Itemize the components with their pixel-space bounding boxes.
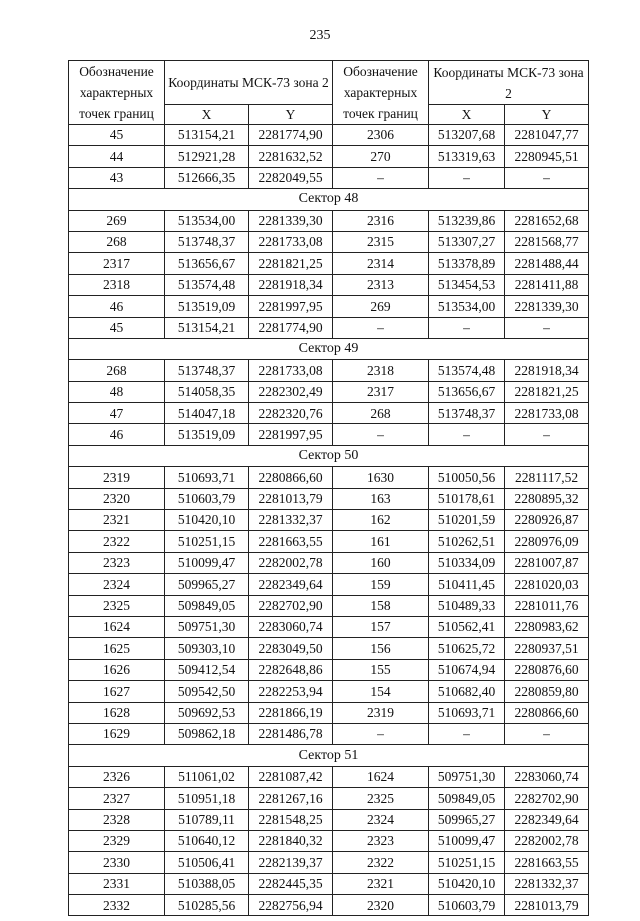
table-body — [69, 125, 589, 916]
point-id-left-cell: 1628 — [69, 702, 165, 723]
x-left-cell: 513154,21 — [165, 125, 249, 146]
y-left-cell: 2282648,86 — [249, 659, 333, 680]
point-id-right-cell: 2315 — [333, 231, 429, 252]
x-left-cell: 510251,15 — [165, 531, 249, 552]
y-right-cell: 2281918,34 — [505, 360, 589, 381]
table-row — [69, 210, 589, 231]
x-right-cell: 509751,30 — [429, 766, 505, 787]
x-left-cell: 513748,37 — [165, 231, 249, 252]
y-left-cell: 2281332,37 — [249, 510, 333, 531]
point-id-right-cell: 157 — [333, 616, 429, 637]
point-id-right-cell: 2316 — [333, 210, 429, 231]
x-right-cell: 513534,00 — [429, 296, 505, 317]
point-id-left-cell: 2332 — [69, 895, 165, 916]
point-id-right-cell: 2318 — [333, 360, 429, 381]
point-id-right-cell: 159 — [333, 574, 429, 595]
y-right-cell: 2281020,03 — [505, 574, 589, 595]
x-right-cell: 510562,41 — [429, 616, 505, 637]
table-row — [69, 788, 589, 809]
y-left-cell: 2281663,55 — [249, 531, 333, 552]
point-id-right-cell: 2325 — [333, 788, 429, 809]
y-left-cell: 2281733,08 — [249, 360, 333, 381]
y-left-cell: 2281632,52 — [249, 146, 333, 167]
y-right-cell: 2282002,78 — [505, 830, 589, 851]
sector-label: Сектор 48 — [69, 189, 589, 210]
coords-group-header-right: Координаты МСК-73 зона 2 — [429, 61, 589, 105]
x-left-cell: 510603,79 — [165, 488, 249, 509]
x-right-cell: 513239,86 — [429, 210, 505, 231]
point-id-left-cell: 45 — [69, 317, 165, 338]
table-row — [69, 616, 589, 637]
point-id-left-cell: 269 — [69, 210, 165, 231]
table-row — [69, 681, 589, 702]
point-id-right-cell: – — [333, 723, 429, 744]
y-right-cell: 2282349,64 — [505, 809, 589, 830]
x-left-cell: 510951,18 — [165, 788, 249, 809]
point-id-left-cell: 44 — [69, 146, 165, 167]
table-row — [69, 531, 589, 552]
table-row — [69, 403, 589, 424]
point-id-left-cell: 1625 — [69, 638, 165, 659]
y-left-cell: 2281918,34 — [249, 274, 333, 295]
x-left-cell: 512666,35 — [165, 167, 249, 188]
y-right-cell: – — [505, 167, 589, 188]
y-header-left: Y — [249, 105, 333, 125]
point-id-right-cell: 2313 — [333, 274, 429, 295]
y-left-cell: 2281997,95 — [249, 296, 333, 317]
y-right-cell: 2280937,51 — [505, 638, 589, 659]
y-right-cell: – — [505, 317, 589, 338]
point-id-right-cell: – — [333, 167, 429, 188]
y-right-cell: 2281411,88 — [505, 274, 589, 295]
y-right-cell: 2280926,87 — [505, 510, 589, 531]
y-left-cell: 2281486,78 — [249, 723, 333, 744]
x-right-cell: 510625,72 — [429, 638, 505, 659]
sector-row — [69, 745, 589, 766]
x-right-cell: – — [429, 167, 505, 188]
point-label-header-right: Обозначение характерных точек границ — [333, 61, 429, 125]
table-row — [69, 253, 589, 274]
table-row — [69, 873, 589, 894]
point-id-right-cell: 2314 — [333, 253, 429, 274]
x-left-cell: 510640,12 — [165, 830, 249, 851]
x-right-cell: 510099,47 — [429, 830, 505, 851]
point-id-right-cell: 160 — [333, 552, 429, 573]
y-right-cell: 2281488,44 — [505, 253, 589, 274]
point-id-left-cell: 1624 — [69, 616, 165, 637]
point-id-left-cell: 43 — [69, 167, 165, 188]
x-left-cell: 510388,05 — [165, 873, 249, 894]
sector-row — [69, 338, 589, 359]
point-id-left-cell: 46 — [69, 296, 165, 317]
y-left-cell: 2283049,50 — [249, 638, 333, 659]
x-right-cell: 513378,89 — [429, 253, 505, 274]
table-row — [69, 510, 589, 531]
table-row — [69, 360, 589, 381]
table-row — [69, 167, 589, 188]
x-right-cell: 510420,10 — [429, 873, 505, 894]
y-right-cell: 2281663,55 — [505, 852, 589, 873]
table-row — [69, 274, 589, 295]
sector-label: Сектор 51 — [69, 745, 589, 766]
point-id-left-cell: 2325 — [69, 595, 165, 616]
x-left-cell: 513519,09 — [165, 424, 249, 445]
x-right-cell: 510178,61 — [429, 488, 505, 509]
point-id-right-cell: 1624 — [333, 766, 429, 787]
point-id-left-cell: 2318 — [69, 274, 165, 295]
y-left-cell: 2281339,30 — [249, 210, 333, 231]
x-left-cell: 509412,54 — [165, 659, 249, 680]
y-right-cell: 2280876,60 — [505, 659, 589, 680]
point-id-right-cell: 268 — [333, 403, 429, 424]
x-left-cell: 509849,05 — [165, 595, 249, 616]
y-right-cell: 2280895,32 — [505, 488, 589, 509]
x-left-cell: 514047,18 — [165, 403, 249, 424]
point-id-right-cell: – — [333, 424, 429, 445]
x-right-cell: 513656,67 — [429, 381, 505, 402]
x-right-cell: 513454,53 — [429, 274, 505, 295]
y-left-cell: 2282302,49 — [249, 381, 333, 402]
y-right-cell: 2281733,08 — [505, 403, 589, 424]
table-row — [69, 296, 589, 317]
sector-row — [69, 189, 589, 210]
table-row — [69, 638, 589, 659]
y-left-cell: 2282320,76 — [249, 403, 333, 424]
y-right-cell: 2281339,30 — [505, 296, 589, 317]
coords-group-header-left: Координаты МСК-73 зона 2 — [165, 61, 333, 105]
point-id-right-cell: 2320 — [333, 895, 429, 916]
x-left-cell: 514058,35 — [165, 381, 249, 402]
table-row — [69, 574, 589, 595]
point-id-right-cell: 2319 — [333, 702, 429, 723]
y-left-cell: 2281997,95 — [249, 424, 333, 445]
x-right-cell: 513319,63 — [429, 146, 505, 167]
point-id-left-cell: 2326 — [69, 766, 165, 787]
y-left-cell: 2282349,64 — [249, 574, 333, 595]
point-id-right-cell: 270 — [333, 146, 429, 167]
x-left-cell: 513534,00 — [165, 210, 249, 231]
y-left-cell: 2282756,94 — [249, 895, 333, 916]
sector-label: Сектор 50 — [69, 445, 589, 466]
table-row — [69, 766, 589, 787]
y-left-cell: 2281840,32 — [249, 830, 333, 851]
point-id-right-cell: 161 — [333, 531, 429, 552]
y-left-cell: 2283060,74 — [249, 616, 333, 637]
point-id-left-cell: 2330 — [69, 852, 165, 873]
x-right-cell: 513748,37 — [429, 403, 505, 424]
y-left-cell: 2282049,55 — [249, 167, 333, 188]
point-id-right-cell: 2317 — [333, 381, 429, 402]
sector-label: Сектор 49 — [69, 338, 589, 359]
x-right-cell: 510251,15 — [429, 852, 505, 873]
x-header-left: X — [165, 105, 249, 125]
table-row — [69, 809, 589, 830]
x-right-cell: 513307,27 — [429, 231, 505, 252]
table-row — [69, 723, 589, 744]
point-id-left-cell: 47 — [69, 403, 165, 424]
point-id-right-cell: 2323 — [333, 830, 429, 851]
point-id-left-cell: 2327 — [69, 788, 165, 809]
y-left-cell: 2282139,37 — [249, 852, 333, 873]
point-id-left-cell: 1627 — [69, 681, 165, 702]
x-right-cell: 510262,51 — [429, 531, 505, 552]
point-id-left-cell: 2320 — [69, 488, 165, 509]
point-id-left-cell: 2328 — [69, 809, 165, 830]
y-right-cell: 2281013,79 — [505, 895, 589, 916]
table-row — [69, 467, 589, 488]
x-left-cell: 510506,41 — [165, 852, 249, 873]
point-id-left-cell: 2324 — [69, 574, 165, 595]
x-left-cell: 510693,71 — [165, 467, 249, 488]
table-row — [69, 488, 589, 509]
point-id-right-cell: 2322 — [333, 852, 429, 873]
point-id-left-cell: 2319 — [69, 467, 165, 488]
x-right-cell: 510334,09 — [429, 552, 505, 573]
y-right-cell: 2280866,60 — [505, 702, 589, 723]
point-id-right-cell: 158 — [333, 595, 429, 616]
point-id-right-cell: 2306 — [333, 125, 429, 146]
x-right-cell: – — [429, 723, 505, 744]
x-left-cell: 512921,28 — [165, 146, 249, 167]
point-id-left-cell: 2331 — [69, 873, 165, 894]
y-right-cell: 2282702,90 — [505, 788, 589, 809]
y-right-cell: – — [505, 424, 589, 445]
y-left-cell: 2281733,08 — [249, 231, 333, 252]
point-id-right-cell: 162 — [333, 510, 429, 531]
point-id-right-cell: 2324 — [333, 809, 429, 830]
point-id-left-cell: 46 — [69, 424, 165, 445]
y-left-cell: 2282445,35 — [249, 873, 333, 894]
x-left-cell: 513656,67 — [165, 253, 249, 274]
x-left-cell: 509751,30 — [165, 616, 249, 637]
x-right-cell: 510050,56 — [429, 467, 505, 488]
x-left-cell: 509965,27 — [165, 574, 249, 595]
x-right-cell: 510411,45 — [429, 574, 505, 595]
x-left-cell: 510099,47 — [165, 552, 249, 573]
point-id-left-cell: 2329 — [69, 830, 165, 851]
point-id-left-cell: 2317 — [69, 253, 165, 274]
y-left-cell: 2280866,60 — [249, 467, 333, 488]
y-right-cell: 2281332,37 — [505, 873, 589, 894]
table-row — [69, 381, 589, 402]
point-id-right-cell: 156 — [333, 638, 429, 659]
y-right-cell: 2281047,77 — [505, 125, 589, 146]
y-right-cell: 2281568,77 — [505, 231, 589, 252]
point-id-left-cell: 2321 — [69, 510, 165, 531]
x-right-cell: 510674,94 — [429, 659, 505, 680]
table-row — [69, 125, 589, 146]
y-left-cell: 2282253,94 — [249, 681, 333, 702]
x-left-cell: 509862,18 — [165, 723, 249, 744]
y-right-cell: 2281821,25 — [505, 381, 589, 402]
x-right-cell: 510603,79 — [429, 895, 505, 916]
x-right-cell: 509849,05 — [429, 788, 505, 809]
y-left-cell: 2281267,16 — [249, 788, 333, 809]
point-id-right-cell: – — [333, 317, 429, 338]
x-right-cell: 513207,68 — [429, 125, 505, 146]
table-row — [69, 146, 589, 167]
y-right-cell: 2280859,80 — [505, 681, 589, 702]
x-header-right: X — [429, 105, 505, 125]
y-right-cell: 2280983,62 — [505, 616, 589, 637]
x-right-cell: 510201,59 — [429, 510, 505, 531]
x-right-cell: 513574,48 — [429, 360, 505, 381]
y-right-cell: 2281007,87 — [505, 552, 589, 573]
point-id-right-cell: 269 — [333, 296, 429, 317]
point-id-right-cell: 163 — [333, 488, 429, 509]
y-left-cell: 2281774,90 — [249, 125, 333, 146]
table-row — [69, 830, 589, 851]
table-row — [69, 702, 589, 723]
point-id-right-cell: 2321 — [333, 873, 429, 894]
x-left-cell: 510420,10 — [165, 510, 249, 531]
coordinates-table — [68, 60, 589, 916]
page-number: 235 — [309, 28, 331, 43]
y-left-cell: 2281774,90 — [249, 317, 333, 338]
x-left-cell: 513748,37 — [165, 360, 249, 381]
y-right-cell: 2281652,68 — [505, 210, 589, 231]
x-right-cell: – — [429, 424, 505, 445]
table-row — [69, 895, 589, 916]
point-id-right-cell: 154 — [333, 681, 429, 702]
y-left-cell: 2281821,25 — [249, 253, 333, 274]
y-right-cell: 2281117,52 — [505, 467, 589, 488]
point-id-left-cell: 2322 — [69, 531, 165, 552]
x-left-cell: 513519,09 — [165, 296, 249, 317]
x-right-cell: – — [429, 317, 505, 338]
point-id-right-cell: 155 — [333, 659, 429, 680]
table-row — [69, 552, 589, 573]
table-row — [69, 317, 589, 338]
point-id-left-cell: 1629 — [69, 723, 165, 744]
x-right-cell: 509965,27 — [429, 809, 505, 830]
y-left-cell: 2281013,79 — [249, 488, 333, 509]
y-right-cell: 2281011,76 — [505, 595, 589, 616]
point-id-left-cell: 1626 — [69, 659, 165, 680]
table-row — [69, 659, 589, 680]
point-id-left-cell: 268 — [69, 231, 165, 252]
y-left-cell: 2281866,19 — [249, 702, 333, 723]
x-right-cell: 510489,33 — [429, 595, 505, 616]
x-left-cell: 509692,53 — [165, 702, 249, 723]
x-right-cell: 510682,40 — [429, 681, 505, 702]
y-header-right: Y — [505, 105, 589, 125]
y-right-cell: 2280976,09 — [505, 531, 589, 552]
point-id-left-cell: 268 — [69, 360, 165, 381]
y-right-cell: 2283060,74 — [505, 766, 589, 787]
x-left-cell: 513154,21 — [165, 317, 249, 338]
table-row — [69, 595, 589, 616]
point-id-right-cell: 1630 — [333, 467, 429, 488]
x-right-cell: 510693,71 — [429, 702, 505, 723]
y-left-cell: 2282002,78 — [249, 552, 333, 573]
y-left-cell: 2282702,90 — [249, 595, 333, 616]
point-id-left-cell: 2323 — [69, 552, 165, 573]
x-left-cell: 510789,11 — [165, 809, 249, 830]
table-row — [69, 424, 589, 445]
point-label-header-left: Обозначение характерных точек границ — [69, 61, 165, 125]
y-right-cell: – — [505, 723, 589, 744]
table-row — [69, 231, 589, 252]
x-left-cell: 513574,48 — [165, 274, 249, 295]
x-left-cell: 510285,56 — [165, 895, 249, 916]
y-left-cell: 2281548,25 — [249, 809, 333, 830]
point-id-left-cell: 48 — [69, 381, 165, 402]
y-right-cell: 2280945,51 — [505, 146, 589, 167]
sector-row — [69, 445, 589, 466]
y-left-cell: 2281087,42 — [249, 766, 333, 787]
x-left-cell: 509303,10 — [165, 638, 249, 659]
point-id-left-cell: 45 — [69, 125, 165, 146]
table-row — [69, 852, 589, 873]
x-left-cell: 509542,50 — [165, 681, 249, 702]
x-left-cell: 511061,02 — [165, 766, 249, 787]
